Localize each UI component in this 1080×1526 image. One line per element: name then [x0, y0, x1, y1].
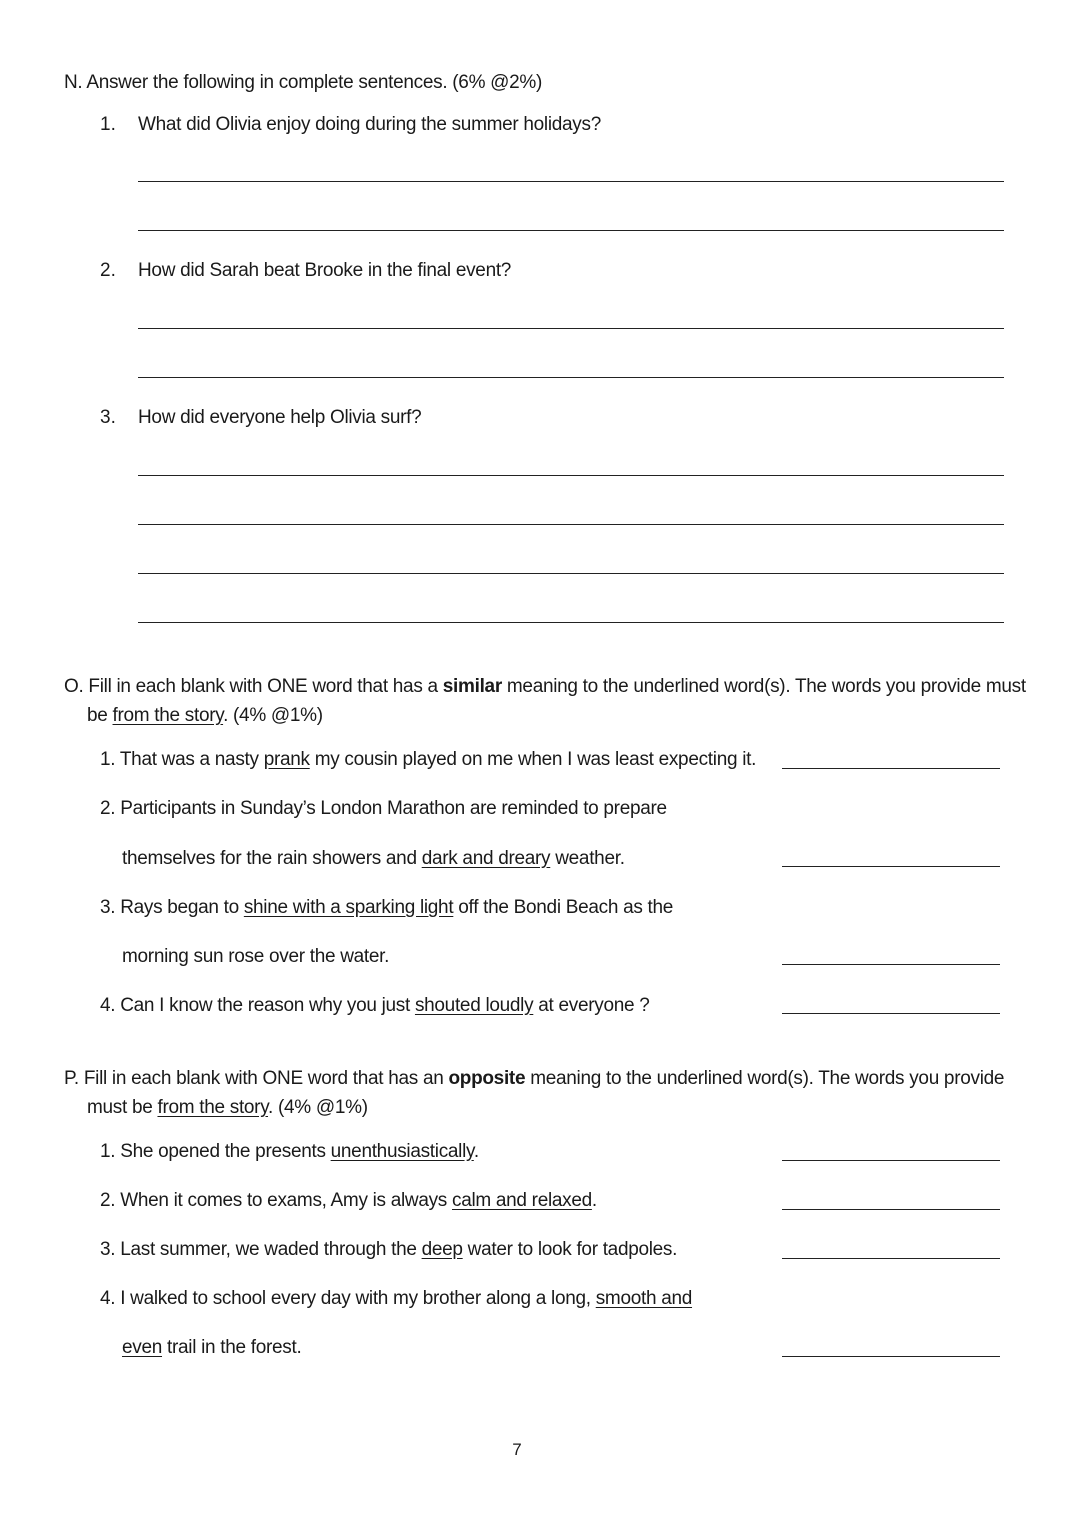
answer-blank[interactable]: [782, 1013, 1000, 1014]
question-text: How did Sarah beat Brooke in the final event?: [138, 260, 512, 281]
question-4-line-2: even trail in the forest.: [122, 1337, 302, 1358]
answer-line[interactable]: [138, 377, 1004, 378]
answer-line[interactable]: [138, 328, 1004, 329]
answer-blank[interactable]: [782, 1209, 1000, 1210]
underlined-word: prank: [263, 749, 310, 770]
question-2: 2. When it comes to exams, Amy is always calm and relaxed.: [100, 1190, 597, 1211]
underlined-word: calm and relaxed: [452, 1190, 592, 1211]
question-3-line-2: morning sun rose over the water.: [122, 946, 390, 967]
question-2-line-2: themselves for the rain showers and dark and dreary weather.: [122, 848, 625, 869]
underlined-phrase: from the story: [112, 705, 224, 726]
answer-blank[interactable]: [782, 964, 1000, 965]
underlined-word: even: [122, 1337, 163, 1358]
underlined-word: dark and dreary: [421, 848, 551, 869]
underlined-word: deep: [421, 1239, 463, 1260]
question-1: 1. She opened the presents unenthusiastically.: [100, 1141, 479, 1162]
answer-blank[interactable]: [782, 1160, 1000, 1161]
answer-line[interactable]: [138, 230, 1004, 231]
answer-line[interactable]: [138, 524, 1004, 525]
question-3: 3. Last summer, we waded through the deep water to look for tadpoles.: [100, 1239, 678, 1260]
answer-blank[interactable]: [782, 1258, 1000, 1259]
question-3-line-1: 3. Rays began to shine with a sparking light off the Bondi Beach as the: [100, 897, 674, 918]
question-1: 1. That was a nasty prank my cousin played on me when I was least expecting it.: [100, 749, 757, 770]
question-number: 1.: [100, 114, 116, 135]
question-text: How did everyone help Olivia surf?: [138, 407, 422, 428]
answer-blank[interactable]: [782, 866, 1000, 867]
question-4-line-1: 4. I walked to school every day with my brother along a long, smooth and: [100, 1288, 693, 1309]
question-2-line-1: 2. Participants in Sunday’s London Marathon are reminded to prepare: [100, 798, 667, 819]
page-number: 7: [512, 1440, 522, 1459]
section-p-heading: P. Fill in each blank with ONE word that has an opposite meaning to the underlined word(s). The words you provide must be from the story. (4% @1%): [64, 1068, 1005, 1118]
underlined-phrase: from the story: [157, 1097, 269, 1118]
section-o-heading: O. Fill in each blank with ONE word that has a similar meaning to the underlined word(s). The words you provide must be from the story. (4% @1%): [64, 676, 1026, 726]
underlined-word: shouted loudly: [414, 995, 534, 1016]
answer-blank[interactable]: [782, 1356, 1000, 1357]
answer-line[interactable]: [138, 181, 1004, 182]
underlined-word: shine with a sparking light: [243, 897, 454, 918]
question-4: 4. Can I know the reason why you just shouted loudly at everyone ?: [100, 995, 650, 1016]
answer-line[interactable]: [138, 475, 1004, 476]
answer-blank[interactable]: [782, 768, 1000, 769]
question-number: 2.: [100, 260, 116, 281]
emphasis-word: opposite: [448, 1068, 526, 1089]
emphasis-word: similar: [442, 676, 502, 697]
section-n-heading: N. Answer the following in complete sentences. (6% @2%): [64, 72, 543, 93]
question-text: What did Olivia enjoy doing during the summer holidays?: [138, 114, 601, 135]
question-number: 3.: [100, 407, 116, 428]
answer-line[interactable]: [138, 573, 1004, 574]
underlined-word: unenthusiastically: [330, 1141, 474, 1162]
answer-line[interactable]: [138, 622, 1004, 623]
underlined-word: smooth and: [595, 1288, 693, 1309]
